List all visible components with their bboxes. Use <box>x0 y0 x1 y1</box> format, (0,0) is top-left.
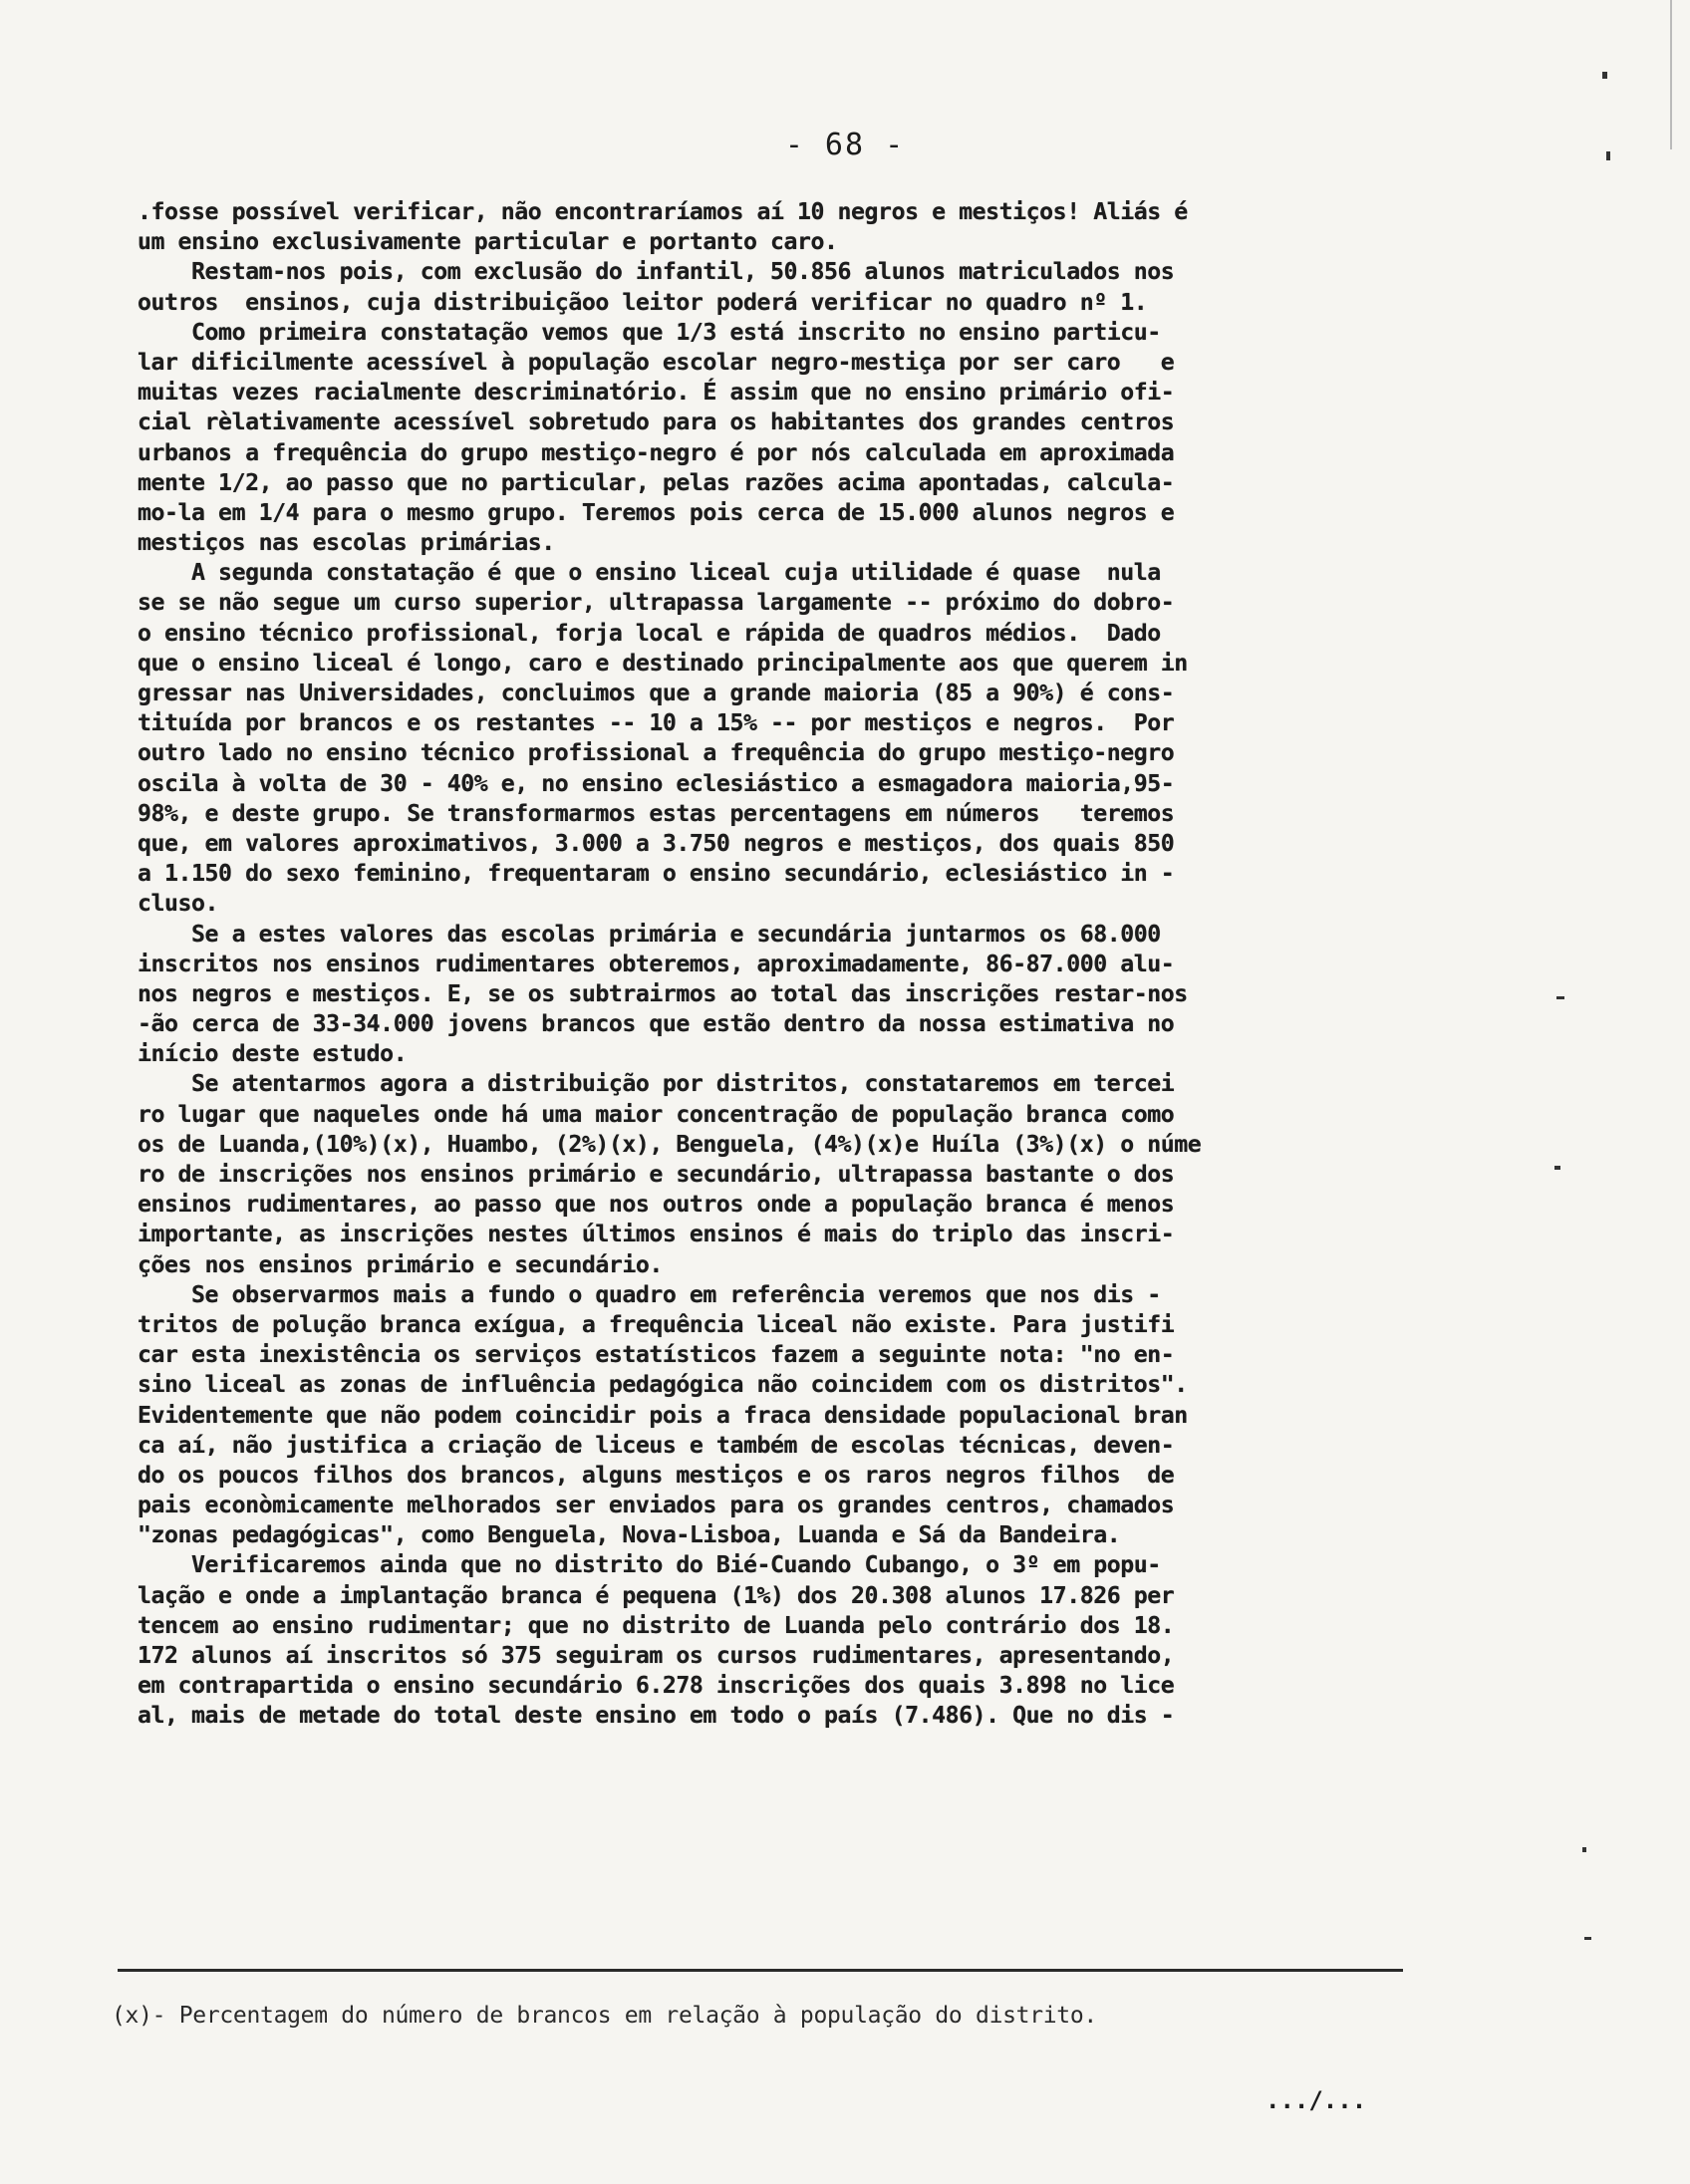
text-line: tritos de polução branca exígua, a frequência liceal não existe. Para justifi <box>138 1310 1175 1338</box>
text-line: nos negros e mestiços. E, se os subtrairmos ao total das inscrições restar-nos <box>138 979 1188 1007</box>
scan-mark <box>1556 996 1564 999</box>
text-line: sino liceal as zonas de influência pedagógica não coincidem com os distritos". <box>138 1371 1188 1399</box>
text-line: que o ensino liceal é longo, caro e destinado principalmente aos que querem in <box>138 649 1188 677</box>
text-line: car esta inexistência os serviços estatísticos fazem a seguinte nota: "no en- <box>138 1341 1175 1369</box>
footnote-divider <box>118 1969 1403 1972</box>
text-line: mo-la em 1/4 para o mesmo grupo. Teremos pois cerca de 15.000 alunos negros e <box>138 498 1175 526</box>
text-line: cluso. <box>138 890 219 918</box>
text-line: pais econòmicamente melhorados ser enviados para os grandes centros, chamados <box>138 1492 1175 1519</box>
text-line: "zonas pedagógicas", como Benguela, Nova-Lisboa, Luanda e Sá da Bandeira. <box>138 1521 1121 1549</box>
text-line: Restam-nos pois, com exclusão do infantil, 50.856 alunos matriculados nos <box>138 258 1175 286</box>
text-line: -ão cerca de 33-34.000 jovens brancos que estão dentro da nossa estimativa no <box>138 1010 1175 1038</box>
text-line: al, mais de metade do total deste ensino em todo o país (7.486). Que no dis - <box>138 1702 1175 1730</box>
text-line: urbanos a frequência do grupo mestiço-negro é por nós calculada em aproximada <box>138 438 1175 466</box>
text-line: Evidentemente que não podem coincidir pois a fraca densidade populacional bran <box>138 1401 1188 1429</box>
text-line: se se não segue um curso superior, ultrapassa largamente -- próximo do dobro- <box>138 589 1175 617</box>
footnote: (x)- Percentagem do número de brancos em relação à população do distrito. <box>112 2003 1097 2029</box>
text-line: outros ensinos, cuja distribuiçãoo leitor poderá verificar no quadro nº 1. <box>138 288 1148 316</box>
continuation-mark: .../... <box>1266 2086 1367 2114</box>
scan-mark <box>1584 1937 1591 1940</box>
text-line: tencem ao ensino rudimentar; que no distrito de Luanda pelo contrário dos 18. <box>138 1611 1175 1639</box>
text-line: 172 alunos aí inscritos só 375 seguiram os cursos rudimentares, apresentando, <box>138 1642 1175 1669</box>
scan-mark <box>1554 1166 1560 1170</box>
text-line: os de Luanda,(10%)(x), Huambo, (2%)(x), Benguela, (4%)(x)e Huíla (3%)(x) o núme <box>138 1130 1202 1158</box>
text-line: ca aí, não justifica a criação de liceus e também de escolas técnicas, deven- <box>138 1431 1175 1459</box>
text-line: ro lugar que naqueles onde há uma maior concentração de população branca como <box>138 1100 1175 1128</box>
text-line: a 1.150 do sexo feminino, frequentaram o ensino secundário, eclesiástico in - <box>138 860 1175 888</box>
text-line: lar dificilmente acessível à população escolar negro-mestiça por ser caro e <box>138 348 1175 376</box>
text-line: lação e onde a implantação branca é pequena (1%) dos 20.308 alunos 17.826 per <box>138 1581 1175 1609</box>
text-line: Verificaremos ainda que no distrito do Bié-Cuando Cubango, o 3º em popu- <box>138 1551 1161 1579</box>
text-line: inscritos nos ensinos rudimentares obteremos, aproximadamente, 86-87.000 alu- <box>138 950 1175 977</box>
text-line: gressar nas Universidades, concluimos que a grande maioria (85 a 90%) é cons- <box>138 680 1175 706</box>
text-line: 98%, e deste grupo. Se transformarmos estas percentagens em números teremos <box>138 799 1175 827</box>
text-line: importante, as inscrições nestes últimos ensinos é mais do triplo das inscri- <box>138 1221 1175 1248</box>
scan-mark <box>1582 1847 1586 1852</box>
scan-mark <box>1670 0 1672 149</box>
text-line: ensinos rudimentares, ao passo que nos outros onde a população branca é menos <box>138 1191 1175 1219</box>
text-line: outro lado no ensino técnico profissional a frequência do grupo mestiço-negro <box>138 739 1175 767</box>
text-line: Se a estes valores das escolas primária e secundária juntarmos os 68.000 <box>138 920 1161 948</box>
text-line: o ensino técnico profissional, forja local e rápida de quadros médios. Dado <box>138 619 1161 647</box>
text-line: que, em valores aproximativos, 3.000 a 3.750 negros e mestiços, dos quais 850 <box>138 829 1175 857</box>
text-line: .fosse possível verificar, não encontraríamos aí 10 negros e mestiços! Aliás é <box>138 198 1188 225</box>
text-line: do os poucos filhos dos brancos, alguns mestiços e os raros negros filhos de <box>138 1461 1175 1489</box>
page-number: - 68 - <box>784 128 906 162</box>
text-line: muitas vezes racialmente descriminatório. É assim que no ensino primário ofi- <box>138 379 1175 407</box>
scan-mark <box>1606 151 1610 160</box>
text-line: A segunda constatação é que o ensino liceal cuja utilidade é quase nula <box>138 559 1161 587</box>
text-line: ções nos ensinos primário e secundário. <box>138 1250 663 1278</box>
text-line: tituída por brancos e os restantes -- 10 a 15% -- por mestiços e negros. Por <box>138 709 1175 737</box>
text-line: oscila à volta de 30 - 40% e, no ensino eclesiástico a esmagadora maioria,95- <box>138 769 1175 797</box>
text-line: em contrapartida o ensino secundário 6.278 inscrições dos quais 3.898 no lice <box>138 1672 1175 1700</box>
body-text <box>138 197 1423 1732</box>
text-line: início deste estudo. <box>138 1040 408 1068</box>
text-line: Se observarmos mais a fundo o quadro em referência veremos que nos dis - <box>138 1280 1161 1308</box>
text-line: mestiços nas escolas primárias. <box>138 529 555 557</box>
text-line: Se atentarmos agora a distribuição por distritos, constataremos em tercei <box>138 1070 1175 1098</box>
scan-mark <box>1602 72 1607 79</box>
text-line: cial rèlativamente acessível sobretudo para os habitantes dos grandes centros <box>138 409 1175 436</box>
text-line: um ensino exclusivamente particular e portanto caro. <box>138 228 838 256</box>
text-line: ro de inscrições nos ensinos primário e secundário, ultrapassa bastante o dos <box>138 1161 1175 1188</box>
text-line: mente 1/2, ao passo que no particular, pelas razões acima apontadas, calcula- <box>138 468 1175 496</box>
text-line: Como primeira constatação vemos que 1/3 está inscrito no ensino particu- <box>138 318 1161 346</box>
